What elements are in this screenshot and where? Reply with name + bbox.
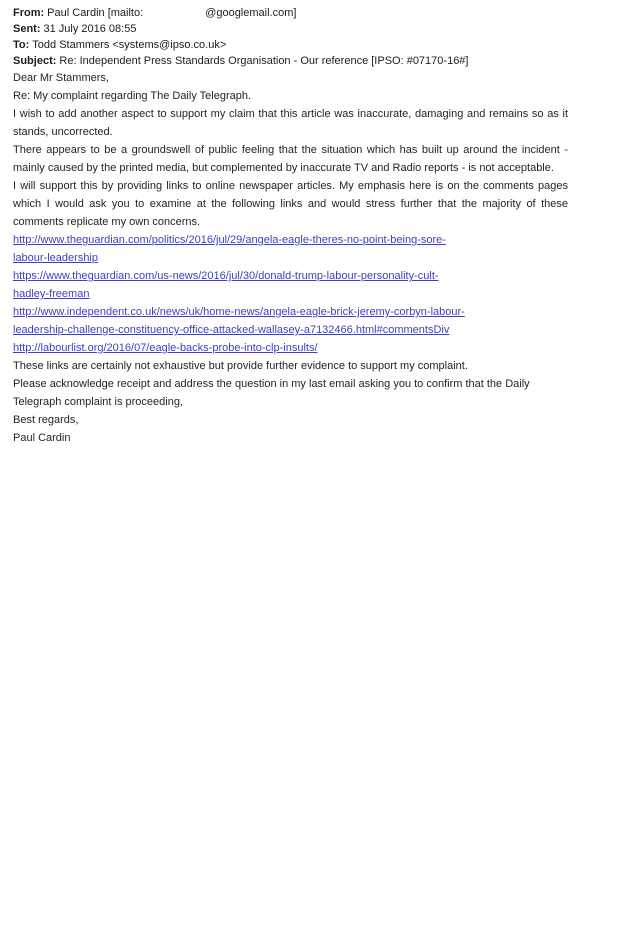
paragraph-acknowledge: Please acknowledge receipt and address the question in my last email asking you to confirm that the Daily Telegraph complaint is proceeding, [13, 378, 530, 408]
re-line: Re: My complaint regarding The Daily Telegraph. [13, 90, 252, 102]
sent-value: 31 July 2016 08:55 [43, 23, 137, 35]
header-from-line [13, 5, 568, 21]
paragraph-add-aspect: I wish to add another aspect to support my claim that this article was inaccurate, damaging and remains so as it stands, uncorrected. [13, 108, 568, 138]
link-paragraph-guardian-trump [13, 267, 473, 303]
email-header [13, 5, 568, 69]
from-domain: @googlemail.com] [205, 7, 297, 19]
from-label: From: [13, 7, 45, 19]
sent-label: Sent: [13, 23, 41, 35]
email-body [13, 69, 568, 447]
header-sent-line [13, 21, 568, 37]
paragraph-groundswell: There appears to be a groundswell of public feeling that the situation which has built up around the incident - mainly caused by the printed media, but complemented by inaccurate TV and Radio reports - is not acceptable. [13, 144, 568, 174]
paragraph-links-intro: I will support this by providing links to online newspaper articles. My emphasis here is on the comments pages which I would ask you to examine at the following links and would stress further that the majority of these comments replicate my own concerns. [13, 180, 568, 228]
paragraph-not-exhaustive: These links are certainly not exhaustive but provide further evidence to support my complaint. [13, 360, 468, 372]
guardian-angela-eagle-link[interactable]: http://www.theguardian.com/politics/2016/jul/29/angela-eagle-theres-no-point-being-sore-labour-leadership [13, 234, 446, 264]
guardian-donald-trump-link[interactable]: https://www.theguardian.com/us-news/2016/jul/30/donald-trump-labour-personality-cult-hadley-freeman [13, 270, 439, 300]
subject-label: Subject: [13, 55, 57, 67]
link-paragraph-independent [13, 303, 473, 339]
header-to-line [13, 37, 568, 53]
labourlist-article-link[interactable]: http://labourlist.org/2016/07/eagle-backs-probe-into-clp-insults/ [13, 342, 318, 354]
from-name: Paul Cardin [mailto: [47, 7, 144, 19]
independent-article-link[interactable]: http://www.independent.co.uk/news/uk/home-news/angela-eagle-brick-jeremy-corbyn-labour-leadership-challenge-constituency-office-attacked-wallasey-a7132466.html#commentsDiv [13, 306, 465, 336]
link-paragraph-labourlist [13, 339, 473, 357]
signature: Paul Cardin [13, 432, 71, 444]
link-paragraph-guardian-eagle [13, 231, 473, 267]
header-subject-line [13, 53, 568, 69]
to-value: Todd Stammers <systems@ipso.co.uk> [32, 39, 227, 51]
closing: Best regards, [13, 414, 79, 426]
salutation: Dear Mr Stammers, [13, 72, 109, 84]
subject-value: Re: Independent Press Standards Organisation - Our reference [IPSO: #07170-16#] [59, 55, 469, 67]
to-label: To: [13, 39, 30, 51]
